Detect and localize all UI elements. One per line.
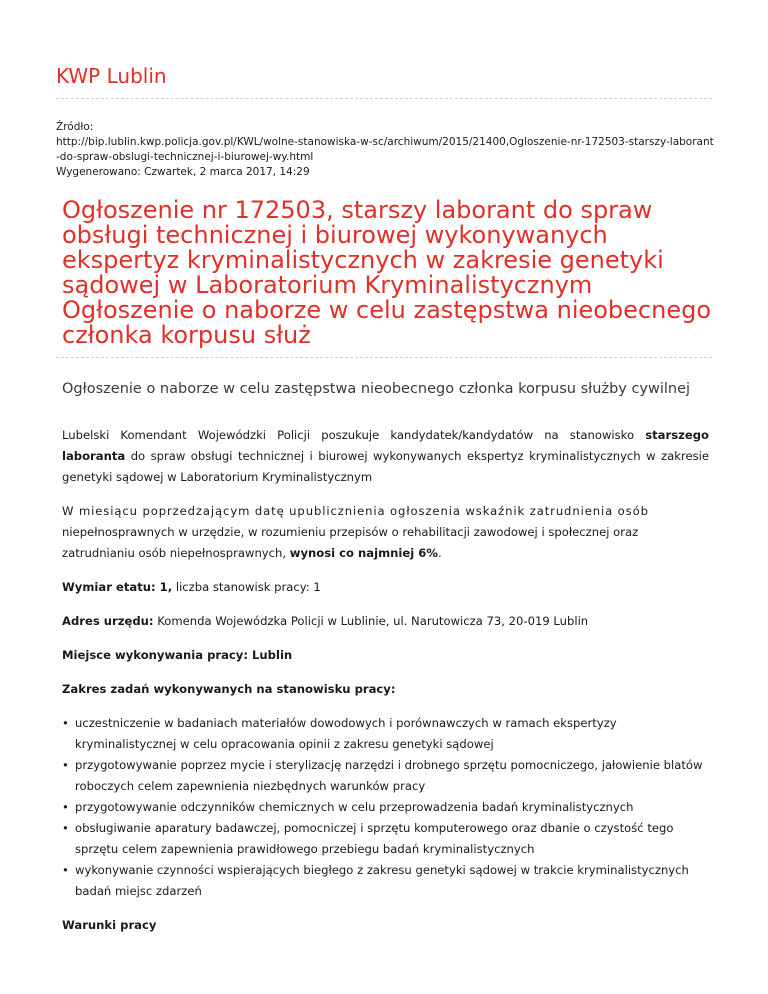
source-label: Źródło: (56, 121, 94, 133)
list-item: • przygotowywanie poprzez mycie i sterylizację narzędzi i drobnego sprzętu pomocniczego, jałowienie blatów roboczych celem zapewnienia niezbędnych warunków pracy (62, 755, 709, 797)
place-paragraph: Miejsce wykonywania pracy: Lublin (62, 648, 293, 662)
header-divider (56, 98, 712, 99)
position-name: starszego laboranta (62, 428, 709, 463)
work-time-paragraph: Wymiar etatu: 1, liczba stanowisk pracy: 1 (62, 580, 321, 594)
bullet-icon: • (62, 800, 69, 814)
site-title: KWP Lublin (56, 64, 167, 88)
employment-ratio-value: wynosi co najmniej 6% (289, 546, 438, 560)
article-subtitle: Ogłoszenie o naborze w celu zastępstwa nieobecnego członka korpusu służby cywilnej (62, 381, 691, 397)
duties-heading: Zakres zadań wykonywanych na stanowisku pracy: (62, 682, 396, 696)
address-paragraph: Adres urzędu: Komenda Wojewódzka Policji w Lublinie, ul. Narutowicza 73, 20-019 Lublin (62, 614, 589, 628)
generated-date: Wygenerowano: Czwartek, 2 marca 2017, 14:29 (56, 166, 310, 178)
list-item: • uczestniczenie w badaniach materiałów dowodowych i porównawczych w ramach ekspertyzy kryminalistycznej w celu opracowania opinii z zakresu genetyki sądowej (62, 713, 709, 755)
source-info (56, 120, 716, 180)
list-item: • wykonywanie czynności wspierających biegłego z zakresu genetyki sądowej w trakcie kryminalistycznych badań miejsc zdarzeń (62, 860, 709, 902)
source-url[interactable]: http://bip.lublin.kwp.policja.gov.pl/KWL/wolne-stanowiska-w-sc/archiwum/2015/21400,Ogloszenie-nr-172503-starszy-laborant-do-spraw-obslugi-technicznej-i-biurowej-wy.html (56, 136, 714, 163)
article-body (62, 425, 709, 949)
employment-ratio-paragraph: W miesiącu poprzedzającym datę upublicznienia ogłoszenia wskaźnik zatrudnienia osób niepełnosprawnych w urzędzie, w rozumieniu przepisów o rehabilitacji zawodowej i społecznej oraz zatrudnianiu osób niepełnosprawnych, wynosi co najmniej 6%. (62, 504, 649, 560)
bullet-icon: • (62, 863, 69, 877)
intro-paragraph: Lubelski Komendant Wojewódzki Policji poszukuje kandydatek/kandydatów na stanowisko starszego laboranta do spraw obsługi technicznej i biurowej wykonywanych ekspertyz kryminalistycznych w zakresie genetyki sądowej w Laboratorium Kryminalistycznym (62, 428, 709, 484)
title-divider (56, 357, 712, 358)
bullet-icon: • (62, 716, 69, 730)
list-item: • obsługiwanie aparatury badawczej, pomocniczej i sprzętu komputerowego oraz dbanie o czystość tego sprzętu celem zapewnienia prawidłowego przebiegu badań kryminalistycznych (62, 818, 709, 860)
list-item: • przygotowywanie odczynników chemicznych w celu przeprowadzenia badań kryminalistycznych (62, 797, 709, 818)
bullet-icon: • (62, 758, 69, 772)
conditions-heading: Warunki pracy (62, 918, 157, 932)
article-title: Ogłoszenie nr 172503, starszy laborant do spraw obsługi technicznej i biurowej wykonywanych ekspertyz kryminalistycznych w zakresie genetyki sądowej w Laboratorium Kryminalistycznym Ogłoszenie o naborze w celu zastępstwa nieobecnego członka korpusu służ (62, 196, 712, 349)
duties-list (62, 713, 709, 902)
bullet-icon: • (62, 821, 69, 835)
